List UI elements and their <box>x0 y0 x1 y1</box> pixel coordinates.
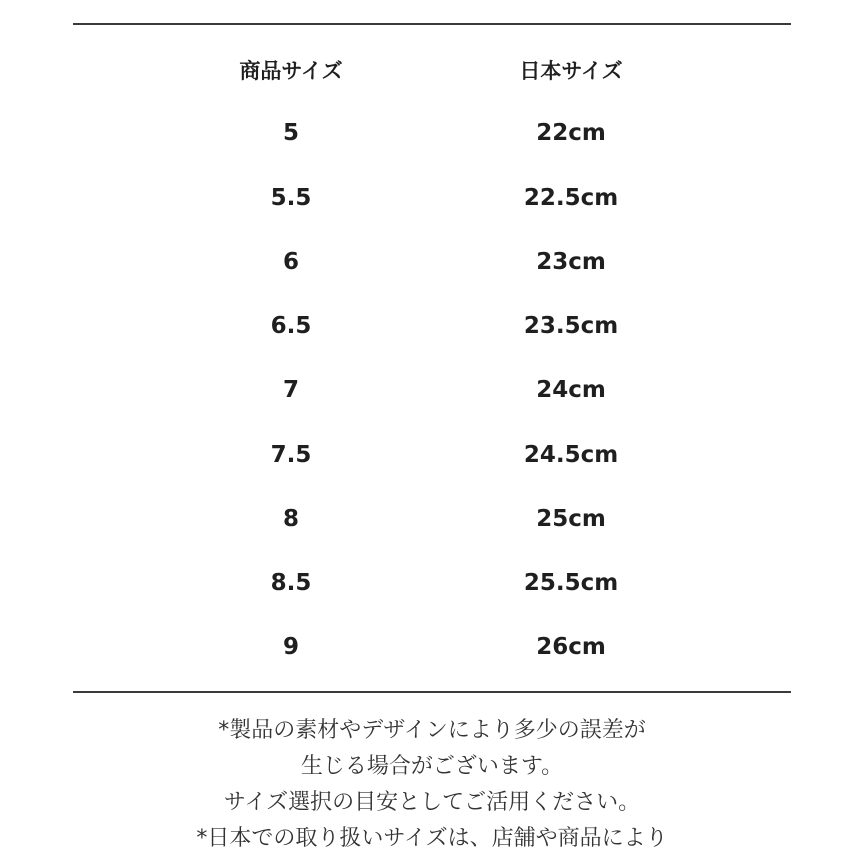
japan-size-cell: 24cm <box>536 377 606 403</box>
product-size-cell: 6 <box>282 249 300 275</box>
bottom-divider <box>73 691 791 693</box>
japan-size-cell: 25.5cm <box>523 570 619 596</box>
japan-size-cell: 23.5cm <box>523 313 619 339</box>
note-line: サイズ選択の目安としてご活用ください。 <box>223 790 641 815</box>
japan-size-cell: 23cm <box>536 249 606 275</box>
product-size-cell: 7 <box>282 377 300 403</box>
japan-size-cell: 22.5cm <box>523 185 619 211</box>
japan-size-cell: 25cm <box>536 506 606 532</box>
japan-size-cell: 22cm <box>536 120 606 146</box>
japan-size-cell: 26cm <box>536 634 606 660</box>
product-size-cell: 5.5 <box>270 185 312 211</box>
product-size-cell: 5 <box>282 120 300 146</box>
header-product-size: 商品サイズ <box>239 59 343 83</box>
product-size-cell: 8.5 <box>270 570 312 596</box>
product-size-cell: 6.5 <box>270 313 312 339</box>
header-japan-size: 日本サイズ <box>519 59 623 83</box>
note-line: *日本での取り扱いサイズは、店舗や商品により <box>196 826 668 851</box>
japan-size-cell: 24.5cm <box>523 442 619 468</box>
top-divider <box>73 23 791 25</box>
note-line: *製品の素材やデザインにより多少の誤差が <box>218 718 646 743</box>
product-size-cell: 9 <box>282 634 300 660</box>
size-notes <box>0 713 864 857</box>
product-size-cell: 7.5 <box>270 442 312 468</box>
note-line: 生じる場合がございます。 <box>300 754 564 779</box>
product-size-cell: 8 <box>282 506 300 532</box>
